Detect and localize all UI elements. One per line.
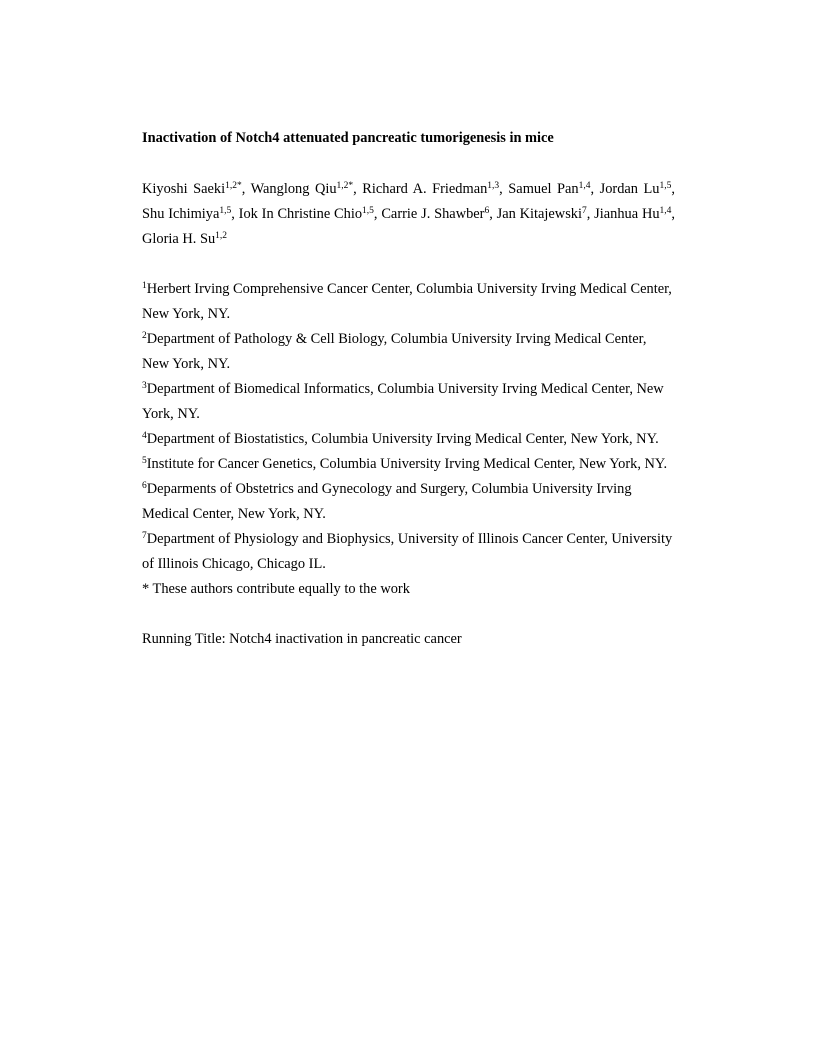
affiliation-list <box>142 277 675 602</box>
affiliation-number: 1 <box>142 281 147 291</box>
affiliation <box>142 377 675 427</box>
author <box>142 206 231 222</box>
author-name: Jordan Lu <box>599 181 660 197</box>
author-name: Carrie J. Shawber <box>381 206 485 222</box>
affiliation <box>142 327 675 377</box>
affiliation-number: 7 <box>142 531 147 541</box>
affiliation <box>142 277 675 327</box>
author-name: Shu Ichimiya <box>142 206 220 222</box>
affiliation-number: 4 <box>142 431 147 441</box>
affiliation-text: Department of Pathology & Cell Biology, Columbia University Irving Medical Center, New York, NY. <box>142 331 647 372</box>
affiliation-number: 3 <box>142 381 147 391</box>
affiliation <box>142 477 675 527</box>
author <box>497 206 587 222</box>
running-title: Running Title: Notch4 inactivation in pancreatic cancer <box>142 631 462 647</box>
author <box>508 181 590 197</box>
author-affiliation-marker: 1,4 <box>578 181 591 191</box>
author <box>600 181 672 197</box>
affiliation-text: Department of Biomedical Informatics, Columbia University Irving Medical Center, New York, NY. <box>142 381 664 422</box>
author-name: Jianhua Hu <box>594 206 660 222</box>
author-affiliation-marker: 6 <box>484 206 490 216</box>
author <box>239 206 374 222</box>
author-name: Iok In Christine Chio <box>238 206 363 222</box>
author-affiliation-marker: 1,2* <box>336 181 354 191</box>
affiliation <box>142 527 675 577</box>
affiliation <box>142 427 675 452</box>
author <box>142 231 227 247</box>
author-list: Kiyoshi Saeki$^{1,2*}$, Wanglong Qiu$^{1,2*}$, Richard A. Friedman$^{1,3}$, Samuel Pan$^{1,4}$, Jordan Lu$^{1,5}$, Shu Ichimiya$^{1,5}$, Iok In Christine Chio$^{1,5}$, Carrie J. Shawber$^6$, Jan Kitajewski$^7$, Jianhua Hu$^{1,4}$, Gloria H. Su$^{1,2}$ <box>142 181 676 247</box>
author-name: Jan Kitajewski <box>496 206 582 222</box>
author-name: Samuel Pan <box>508 181 579 197</box>
author-name: Richard A. Friedman <box>362 181 488 197</box>
affiliation-number: 5 <box>142 456 147 466</box>
paper-title: Inactivation of Notch4 attenuated pancreatic tumorigenesis in mice <box>142 130 554 146</box>
author-affiliation-marker: 1,5 <box>362 206 374 216</box>
affiliation-text: Institute for Cancer Genetics, Columbia University Irving Medical Center, New York, NY. <box>146 456 668 472</box>
author-affiliation-marker: 1,3 <box>487 181 500 191</box>
author-name: Kiyoshi Saeki <box>142 181 226 197</box>
author <box>251 181 354 197</box>
author-name: Gloria H. Su <box>142 231 216 247</box>
affiliation-text: Herbert Irving Comprehensive Cancer Center, Columbia University Irving Medical Center, New York, NY. <box>142 281 672 322</box>
author <box>142 181 242 197</box>
author <box>594 206 671 222</box>
author-affiliation-marker: 1,4 <box>659 206 672 216</box>
affiliation-number: 2 <box>142 331 147 341</box>
affiliation <box>142 452 675 477</box>
author-affiliation-marker: 1,2* <box>225 181 242 191</box>
author <box>362 181 499 197</box>
equal-contribution-note: * These authors contribute equally to the work <box>142 581 410 597</box>
title-page <box>142 128 675 652</box>
affiliation-text: Deparments of Obstetrics and Gynecology and Surgery, Columbia University Irving Medical Center, New York, NY. <box>142 481 632 522</box>
affiliation-number: 6 <box>142 481 147 491</box>
affiliation-text: Department of Biostatistics, Columbia University Irving Medical Center, New York, NY. <box>146 431 659 447</box>
author-affiliation-marker: 1,5 <box>219 206 232 216</box>
author-affiliation-marker: 1,5 <box>659 181 672 191</box>
author-name: Wanglong Qiu <box>250 181 337 197</box>
affiliation-text: Department of Physiology and Biophysics, University of Illinois Cancer Center, University of Illinois Chicago, Chicago IL. <box>142 531 673 572</box>
author <box>381 206 489 222</box>
author-affiliation-marker: 1,2 <box>215 231 228 241</box>
author-affiliation-marker: 7 <box>582 206 587 216</box>
